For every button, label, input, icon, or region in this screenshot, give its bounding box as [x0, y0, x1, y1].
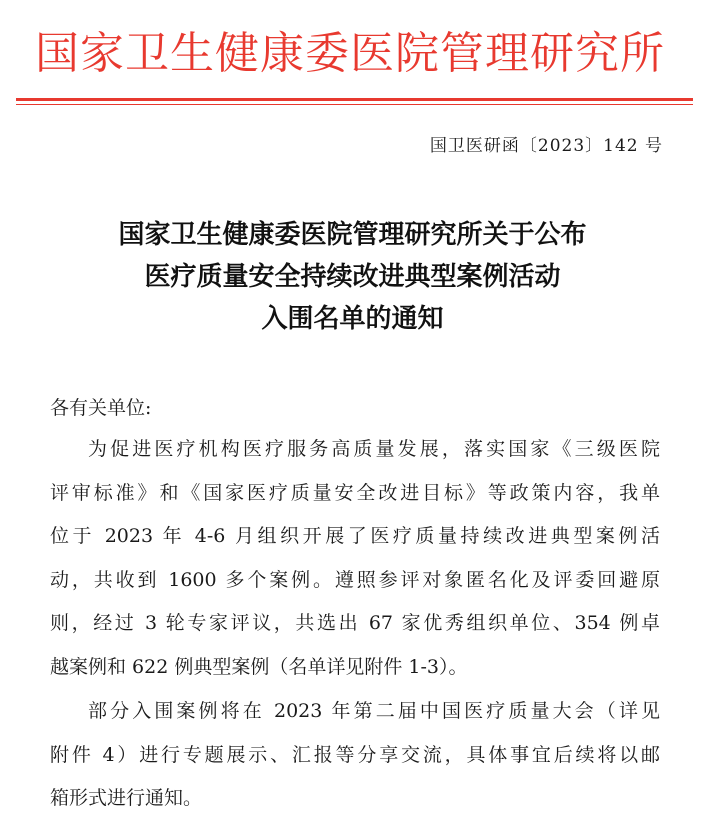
- letterhead-divider-thick: [16, 98, 693, 101]
- title-line: 国家卫生健康委医院管理研究所关于公布: [118, 220, 587, 250]
- document-title: [0, 214, 705, 340]
- paragraph-line: 动，共收到 1600 多个案例。遵照参评对象匿名化及评委回避原: [50, 568, 660, 591]
- title-line: 入围名单的通知: [261, 304, 444, 334]
- body-paragraph-1: [50, 428, 660, 690]
- letterhead-org-name: 国家卫生健康委医院管理研究所: [35, 28, 665, 79]
- paragraph-line: 位于 2023 年 4-6 月组织开展了医疗质量持续改进典型案例活: [50, 525, 660, 548]
- paragraph-line: 箱形式进行通知。: [50, 787, 203, 810]
- document-number: 国卫医研函〔2023〕142 号: [429, 136, 663, 156]
- paragraph-line: 评审标准》和《国家医疗质量安全改进目标》等政策内容，我单: [50, 481, 660, 504]
- paragraph-line: 则，经过 3 轮专家评议，共选出 67 家优秀组织单位、354 例卓: [50, 612, 660, 635]
- title-line: 医疗质量安全持续改进典型案例活动: [144, 262, 561, 292]
- paragraph-line: 越案例和 622 例典型案例（名单详见附件 1-3）。: [50, 655, 468, 678]
- body-paragraph-2: [50, 690, 660, 821]
- paragraph-line: 部分入围案例将在 2023 年第二届中国医疗质量大会（详见: [88, 700, 660, 722]
- paragraph-line: 为促进医疗机构医疗服务高质量发展，落实国家《三级医院: [88, 438, 660, 460]
- letterhead-divider-thin: [16, 104, 693, 105]
- paragraph-line: 附件 4）进行专题展示、汇报等分享交流，具体事宜后续将以邮: [50, 743, 660, 766]
- salutation: 各有关单位:: [50, 397, 152, 419]
